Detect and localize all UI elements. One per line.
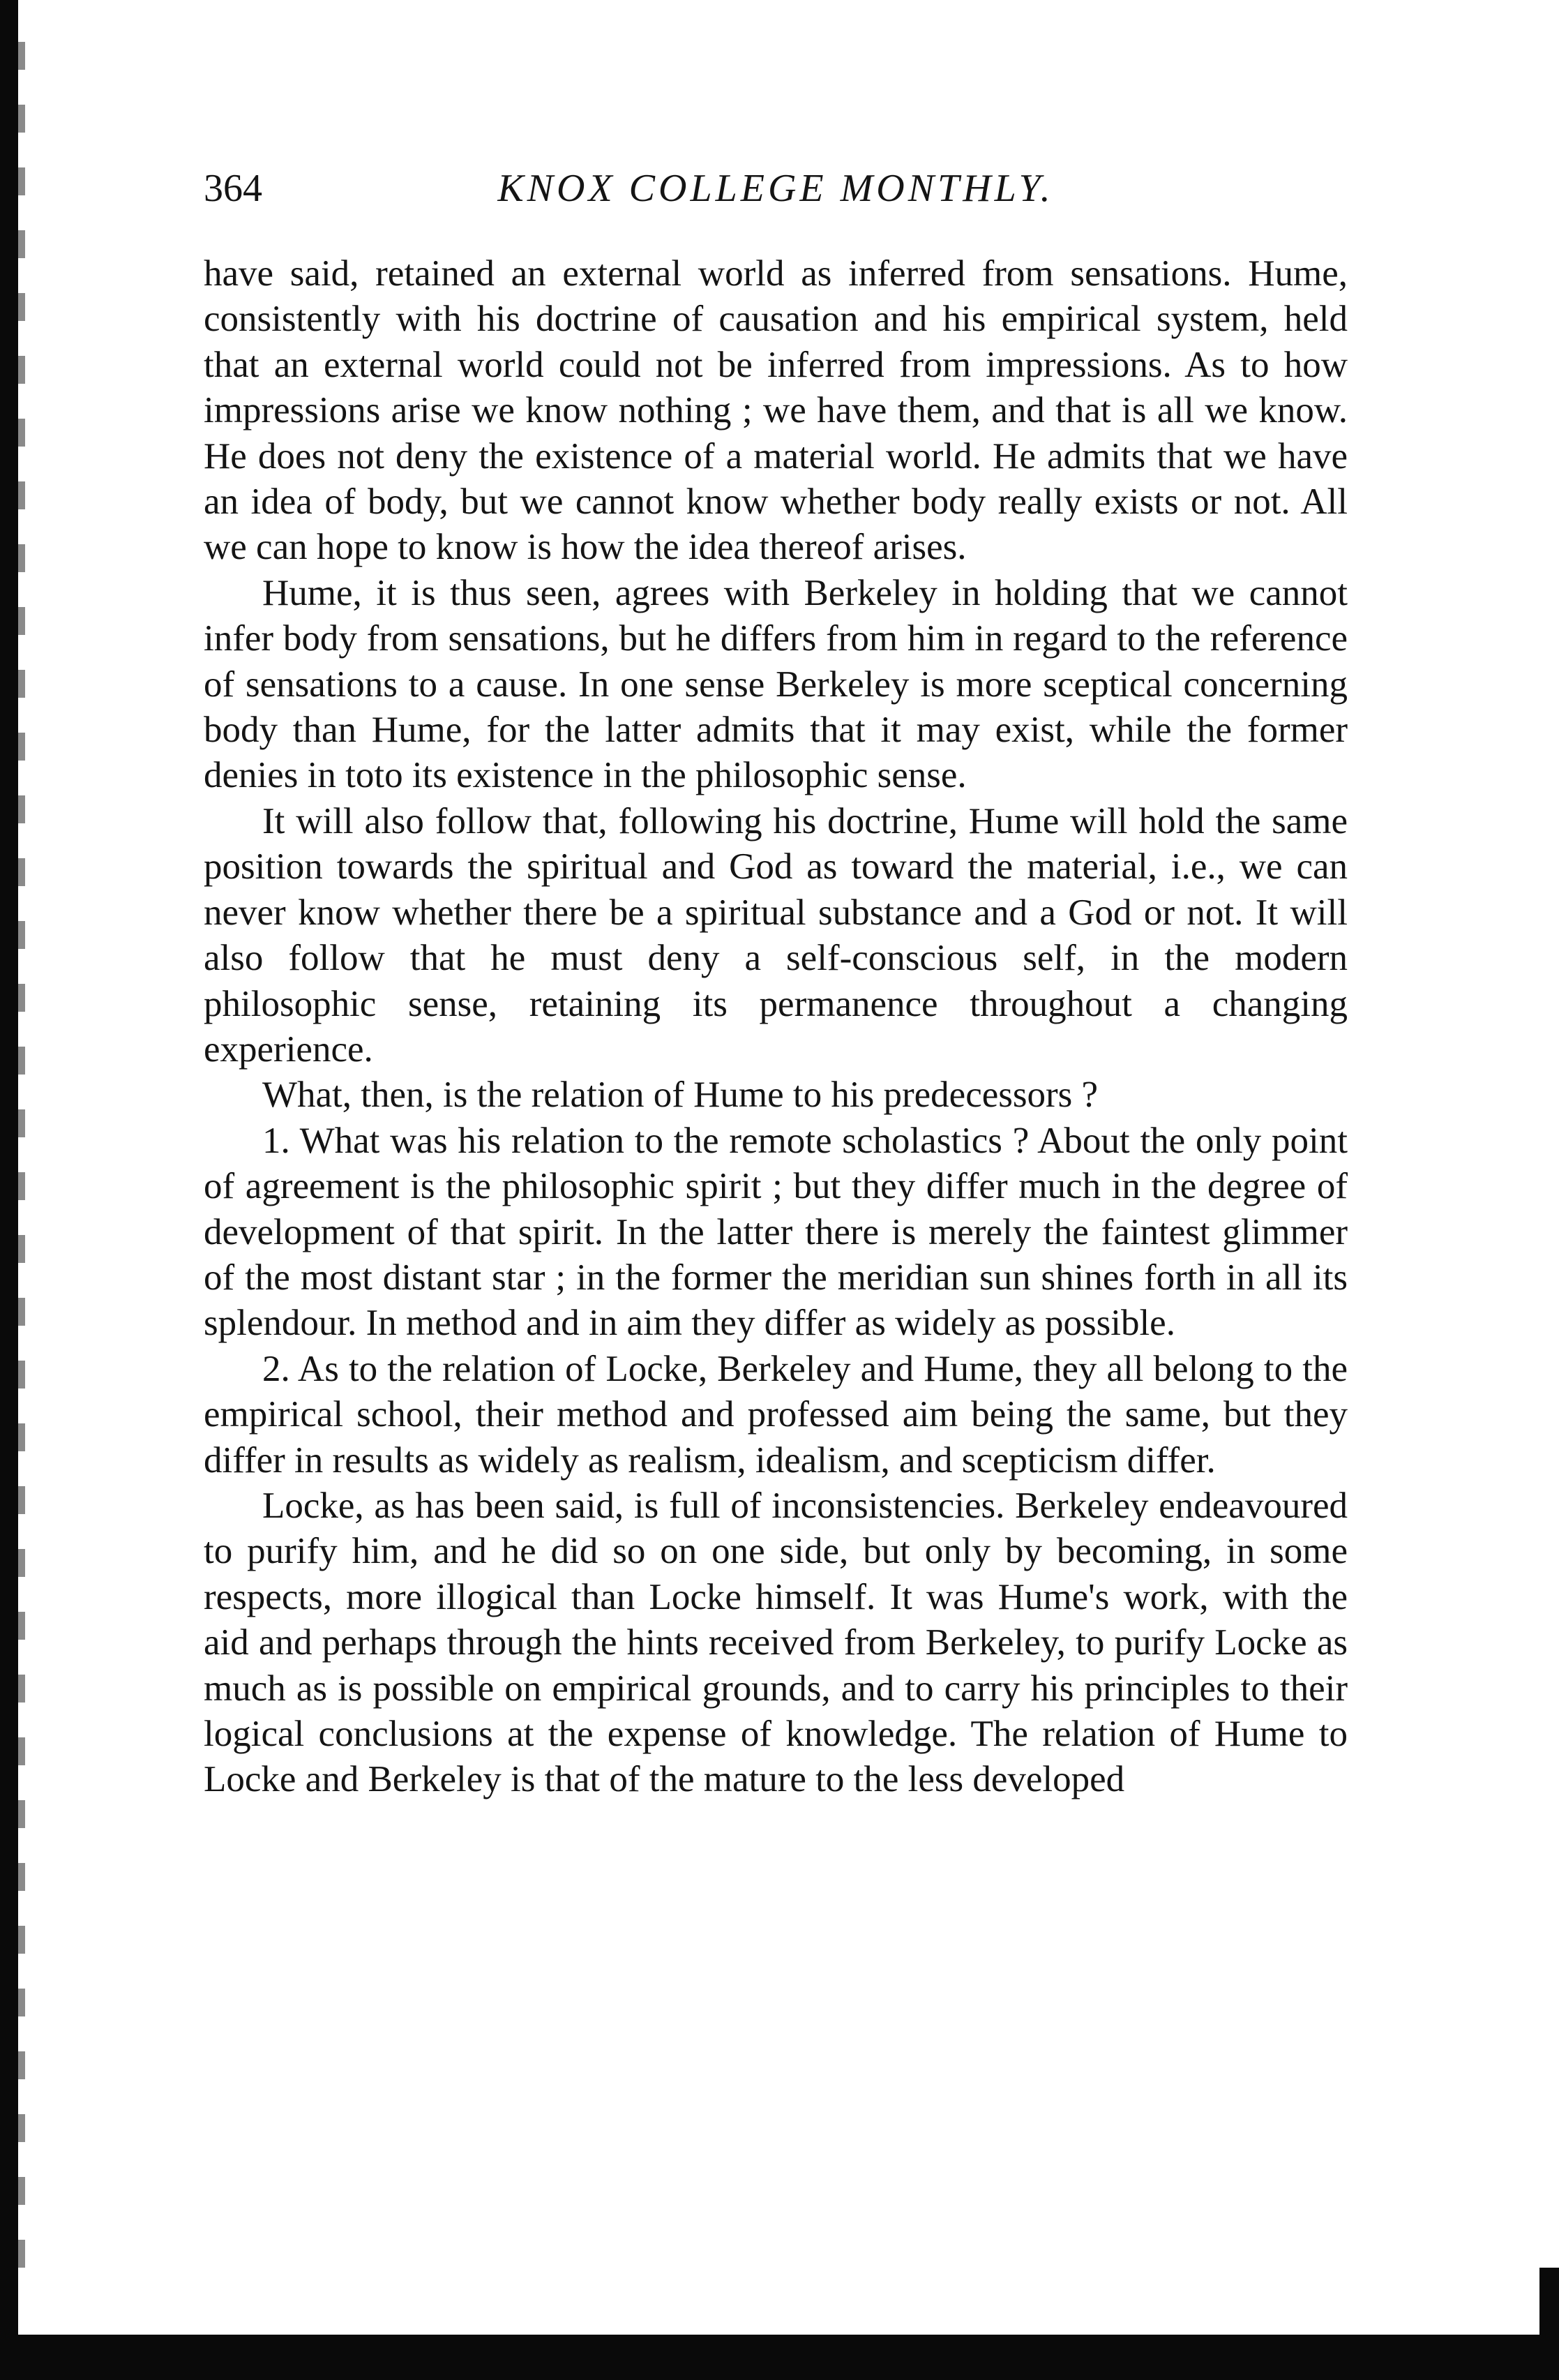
paragraph: Locke, as has been said, is full of inconsistencies. Berkeley endeavoured to purify him, and he did so on one side, but only by becoming, in some respects, more illogical than Locke himself. It was Hume's work, with the aid and perhaps through the hints received from Berkeley, to purify Locke as much as is possible on empirical grounds, and to carry his principles to their logical conclusions at the expense of knowledge. The relation of Hume to Locke and Berkeley is that of the mature to the less developed <box>204 1485 1348 1800</box>
scan-edge-left <box>0 0 18 2380</box>
book-page <box>204 160 1348 1803</box>
paragraph: What, then, is the relation of Hume to his predecessors ? <box>262 1075 1099 1116</box>
scan-edge-left-fringe <box>18 42 25 2275</box>
running-head <box>204 160 1348 216</box>
scan-edge-bottom <box>0 2335 1559 2380</box>
paragraph: 1. What was his relation to the remote scholastics ? About the only point of agreement is the philosophic spirit ; but they differ much in the degree of development of that spirit. In the latter there is merely the faintest glimmer of the most distant star ; in the former the meridian sun shines forth in all its splendour. In method and in aim they differ as widely as possible. <box>204 1120 1348 1344</box>
scan-edge-right <box>1539 2268 1559 2380</box>
journal-title: KNOX COLLEGE MONTHLY. <box>497 167 1054 210</box>
paragraph: have said, retained an external world as inferred from sensations. Hume, consistently with his doctrine of causation and his empirical system, held that an external world could not be inferred from impressions. As to how impressions arise we know nothing ; we have them, and that is all we know. He does not deny the existence of a material world. He admits that we have an idea of body, but we cannot know whether body really exists or not. All we can hope to know is how the idea thereof arises. <box>204 253 1348 568</box>
paragraph: It will also follow that, following his doctrine, Hume will hold the same position towards the spiritual and God as toward the material, i.e., we can never know whether there be a spiritual substance and a God or not. It will also follow that he must deny a self-conscious self, in the modern philosophic sense, retaining its permanence throughout a changing experience. <box>204 800 1348 1070</box>
paragraph: 2. As to the relation of Locke, Berkeley and Hume, they all belong to the empirical school, their method and professed aim being the same, but they differ in results as widely as realism, idealism, and scepticism differ. <box>204 1348 1348 1481</box>
paragraph: Hume, it is thus seen, agrees with Berkeley in holding that we cannot infer body from sensations, but he differs from him in regard to the reference of sensations to a cause. In one sense Berkeley is more sceptical concerning body than Hume, for the latter admits that it may exist, while the former denies in toto its existence in the philosophic sense. <box>204 572 1348 796</box>
page-number: 364 <box>204 167 262 210</box>
text-body <box>204 251 1348 1803</box>
